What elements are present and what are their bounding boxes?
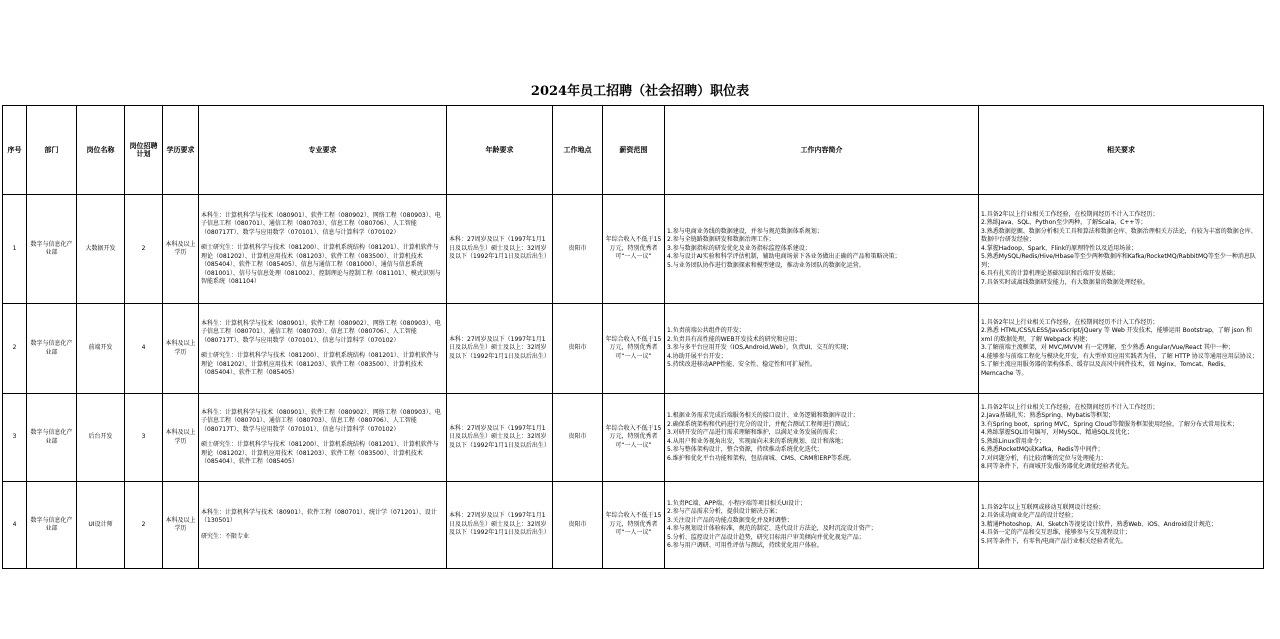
row-major bbox=[199, 482, 447, 569]
header-row bbox=[3, 106, 1264, 195]
req-item: 7.具备实时或离线数据研发能力，有大数据量的数据处理经验。 bbox=[981, 278, 1149, 286]
row-location: 贵阳市 bbox=[553, 482, 603, 569]
row-location: 贵阳市 bbox=[553, 195, 603, 304]
row-position: 后台开发 bbox=[77, 394, 125, 482]
req-item: 4.具备一定的产品和交互思维，能够参与交互流程设计； bbox=[981, 529, 1131, 537]
header-major: 专业要求 bbox=[199, 106, 447, 195]
row-count: 2 bbox=[125, 482, 163, 569]
row-major bbox=[199, 394, 447, 482]
row-edu: 本科及以上学历 bbox=[163, 195, 199, 304]
row-duties bbox=[665, 482, 979, 569]
req-item: 3.了解前端主流框架，对 MVC/MVVM 有一定理解，至少熟悉 Angular/Vue/React 其中一种； bbox=[981, 344, 1234, 352]
duty-item: 2.参与产品需求分析，提供设计解决方案； bbox=[667, 508, 781, 515]
duty-item: 4.协助开展平台开发； bbox=[667, 352, 727, 360]
row-edu: 本科及以上学历 bbox=[163, 482, 199, 569]
major-undergrad: 本科生：计算机科学与技术（080901）、软件工程（080902）、网络工程（080903）、电子信息工程（080701）、通信工程（080703）、信息工程（080706）、人工智能（080717T）、数学与应用数学（070101）、信息与计算科学（070102） bbox=[201, 211, 441, 236]
table-row bbox=[3, 195, 1264, 304]
row-age: 本科：27周岁及以下（1997年1月1日及以后出生）硕士及以上：32周岁及以下（1992年1月1日及以后出生） bbox=[447, 304, 553, 394]
major-postgrad: 硕士研究生：计算机科学与技术（081200）、计算机系统结构（081201）、计算机软件与理论（081202）、计算机应用技术（081203）、软件工程（083500）、计算机技术（085404）、软件工程（085405） bbox=[201, 441, 439, 465]
table-row bbox=[3, 482, 1264, 569]
req-item: 7.对问题分析，有比较清晰的定位与处理能力； bbox=[981, 454, 1107, 462]
table-row bbox=[3, 304, 1264, 394]
major-postgrad: 硕士研究生：计算机科学与技术（081200）、计算机系统结构（081201）、计算机软件与理论（081202）、计算机应用技术（081203）、软件工程（083500）、计算机技术（085404）、软件工程（085405）、信息与通信工程（081000）、通信与信息系统（081001）、信号与信息处理（081002）、控制理论与控制工程（081101）、模式识别与智能系统（081104） bbox=[201, 244, 441, 285]
duty-item: 3.参与多平台应用开发（IOS,Android,Web），负责UI、交互的实现； bbox=[667, 344, 853, 352]
major-undergrad: 本科生：计算机科学与技术（080901）、软件工程（080902）、网络工程（080903）、电子信息工程（080701）、通信工程（080703）、信息工程（080706）、人工智能（080717T）、数学与应用数学（070101）、信息与计算科学（070102） bbox=[201, 319, 441, 344]
row-position: UI设计师 bbox=[77, 482, 125, 569]
req-item: 1.具备2年以上行业相关工作经验，在校期间经历不计入工作经历； bbox=[981, 210, 1159, 218]
row-no: 2 bbox=[3, 304, 27, 394]
req-item: 6.具有扎实的计算机理论基础知识和后端开发基础； bbox=[981, 270, 1119, 278]
row-duties bbox=[665, 195, 979, 304]
req-item: 5.熟练Linux常用命令； bbox=[981, 437, 1045, 445]
req-item: 4.能够参与前端工程化与模块化开发，有大型单页应用实践者为佳，了解 HTTP 协议等通用应用层协议； bbox=[981, 352, 1258, 360]
req-item: 2.具备成功商业化产品的设计经验； bbox=[981, 512, 1077, 520]
row-dept: 数字与信息化产业部 bbox=[27, 482, 77, 569]
row-salary: 年综合收入不低于15万元，特别优秀者可“一人一议” bbox=[603, 304, 665, 394]
row-dept: 数字与信息化产业部 bbox=[27, 304, 77, 394]
header-age: 年龄要求 bbox=[447, 106, 553, 195]
row-salary: 年综合收入不低于15万元，特别优秀者可“一人一议” bbox=[603, 195, 665, 304]
row-duties bbox=[665, 394, 979, 482]
header-position: 岗位名称 bbox=[77, 106, 125, 195]
header-count: 岗位招聘计划 bbox=[125, 106, 163, 195]
duty-item: 5.分析、监控设计产品设计趋势，研究目标用户审美倾向并优化视觉产品； bbox=[667, 533, 865, 541]
duty-item: 6.维护和优化平台功能和架构，包括商城、CMS、CRM和ERP等系统。 bbox=[667, 454, 856, 462]
duty-item: 6.参与用户调研、可用性评估与测试，持续优化用户体验。 bbox=[667, 542, 823, 549]
req-item: 6.熟悉RocketMQ或Kafka，Redis等中间件； bbox=[981, 446, 1104, 453]
row-reqs bbox=[979, 304, 1264, 394]
major-postgrad: 硕士研究生：计算机科学与技术（081200）、计算机系统结构（081201）、计算机软件与理论（081202）、计算机应用技术（081203）、软件工程（083500）、计算机技术（085404）、软件工程（085405） bbox=[201, 352, 439, 376]
row-salary: 年综合收入不低于15万元，特别优秀者可“一人一议” bbox=[603, 394, 665, 482]
row-reqs bbox=[979, 394, 1264, 482]
header-duties: 工作内容简介 bbox=[665, 106, 979, 195]
header-no: 序号 bbox=[3, 106, 27, 195]
row-age: 本科：27周岁及以下（1997年1月1日及以后出生）硕士及以上：32周岁及以下（1992年1月1日及以后出生） bbox=[447, 394, 553, 482]
duty-item: 5.与业务团队协作进行数据探索和模型建设，推动业务团队的数据化运营。 bbox=[667, 261, 865, 269]
row-location: 贵阳市 bbox=[553, 304, 603, 394]
req-item: 3.有Spring boot，spring MVC，Spring Cloud等微服务框架使用经验，了解分布式常用技术； bbox=[981, 420, 1238, 428]
duty-item: 2.确保系统架构和代码进行充分的设计，并配合测试工程师进行测试； bbox=[667, 420, 853, 428]
duty-item: 5.参与整体架构设计，整合资源，持续推动系统优化迭代； bbox=[667, 446, 823, 453]
row-count: 3 bbox=[125, 394, 163, 482]
req-item: 1.具备2年以上行业相关工作经验，在校期间经历不计入工作经历； bbox=[981, 403, 1159, 411]
row-no: 1 bbox=[3, 195, 27, 304]
req-item: 5.了解主流应用服务器的架构体系、缓存以及高风中间件技术，如 Nginx、Tomcat、Redis、Memcache 等。 bbox=[981, 361, 1230, 377]
row-position: 大数据开发 bbox=[77, 195, 125, 304]
duty-item: 1.负责PC端、APP端、小程序端等项目相关UI设计； bbox=[667, 499, 807, 507]
header-reqs: 相关要求 bbox=[979, 106, 1264, 195]
row-age: 本科：27周岁及以下（1997年1月1日及以后出生）硕士及以上：32周岁及以下（1992年1月1日及以后出生） bbox=[447, 482, 553, 569]
row-location: 贵阳市 bbox=[553, 394, 603, 482]
row-count: 4 bbox=[125, 304, 163, 394]
row-reqs bbox=[979, 195, 1264, 304]
job-table bbox=[2, 105, 1264, 569]
req-item: 2.熟练Java、SQL、Python至少两种，了解Scala、C++等； bbox=[981, 219, 1147, 227]
row-no: 3 bbox=[3, 394, 27, 482]
row-major bbox=[199, 195, 447, 304]
row-position: 前端开发 bbox=[77, 304, 125, 394]
page-title: 2024年员工招聘（社会招聘）职位表 bbox=[530, 84, 750, 99]
duty-item: 3.参与数据指标的研发优化及业务指标监控体系建设； bbox=[667, 244, 811, 252]
duty-item: 4.从用户和业务视角出发，实现面向未来的系统规划、设计和落地； bbox=[667, 437, 847, 445]
row-duties bbox=[665, 304, 979, 394]
duty-item: 1.根据业务需求完成后端服务相关的接口设计、业务逻辑和数据库设计； bbox=[667, 412, 859, 419]
row-no: 4 bbox=[3, 482, 27, 569]
duty-item: 3.关注设计产品的功能点数据变化并及时调整； bbox=[667, 516, 793, 524]
row-reqs bbox=[979, 482, 1264, 569]
header-salary: 薪资范围 bbox=[603, 106, 665, 195]
req-item: 1.具备2年以上行业相关工作经验，在校期间经历不计入工作经历； bbox=[981, 318, 1159, 326]
major-undergrad: 本科生：计算机科学与技术（80901）、软件工程（080701）、统计学（071201）、设计（130501） bbox=[201, 508, 437, 525]
row-major bbox=[199, 304, 447, 394]
row-age: 本科：27周岁及以下（1997年1月1日及以后出生）硕士及以上：32周岁及以下（1992年1月1日及以后出生） bbox=[447, 195, 553, 304]
req-item: 2.熟悉 HTML/CSS/LESS/JavaScript/jQuery 等 Web 开发技术，能够运用 Bootstrap，了解 json 和 xml 的数据处理，了解 Webpack 构建； bbox=[981, 327, 1252, 343]
duty-item: 2.参与全链路数据研发和数据治理工作； bbox=[667, 236, 775, 244]
req-item: 3.熟悉数据挖掘、数据分析相关工具和算法和数据仓库、数据治理相关方法论，有较为丰富的数据仓库、数据中台研发经验； bbox=[981, 227, 1257, 244]
duty-item: 4.参与设计AI实验和科学评估机制，辅助电商场景下各业务做出正确的产品和策略决策； bbox=[667, 253, 901, 261]
duty-item: 1.参与电商业务线的数据建设，并参与规范数据体系规划； bbox=[667, 227, 823, 235]
req-item: 4.掌握Hadoop、Spark、Flink的原理特性以及适用场景； bbox=[981, 244, 1138, 252]
header-location: 工作地点 bbox=[553, 106, 603, 195]
header-edu: 学历要求 bbox=[163, 106, 199, 195]
req-item: 8.同等条件下，有商城开发/服务器优化调优经验者优先。 bbox=[981, 463, 1133, 470]
row-edu: 本科及以上学历 bbox=[163, 304, 199, 394]
row-dept: 数字与信息化产业部 bbox=[27, 394, 77, 482]
row-salary: 年综合收入不低于15万元，特别优秀者可“一人一议” bbox=[603, 482, 665, 569]
req-item: 1.具备2年以上互联网或移动互联网设计经验； bbox=[981, 503, 1105, 511]
major-undergrad: 本科生：计算机科学与技术（080901）、软件工程（080902）、网络工程（080903）、电子信息工程（080701）、通信工程（080703）、信息工程（080706）、人工智能（080717T）、数学与应用数学（070101）、信息与计算科学（070102） bbox=[201, 408, 441, 433]
row-count: 2 bbox=[125, 195, 163, 304]
req-item: 5.熟悉MySQL/Redis/Hive/Hbase等至少两种数据库和Kafka/RocketMQ/RabbitMQ等至少一种消息队列； bbox=[981, 253, 1256, 269]
req-item: 4.熟练掌握SQL语句编写，对MySQL、精通SQL及优化； bbox=[981, 429, 1134, 436]
req-item: 3.精通Photoshop、AI、Sketch等视觉设计软件，熟悉Web、iOS、Android设计规范； bbox=[981, 520, 1217, 528]
header-dept: 部门 bbox=[27, 106, 77, 195]
major-postgrad: 研究生：不限专业 bbox=[201, 532, 250, 540]
req-item: 5.同等条件下，有零售/电商产品行业相关经验者优先。 bbox=[981, 537, 1127, 545]
duty-item: 3.对研开发的产品进行需求理解和维护，以满足业务发展的需求； bbox=[667, 429, 841, 436]
row-edu: 本科及以上学历 bbox=[163, 394, 199, 482]
duty-item: 5.持续改进移动APP性能、安全性、稳定性和可扩展性。 bbox=[667, 361, 817, 369]
duty-item: 2.负责具有高性能的WEB开发技术的研究和应用； bbox=[667, 335, 801, 343]
duty-item: 4.参与规划设计体验标准，规范的制定、迭代设计方法论，及时沉淀设计资产； bbox=[667, 525, 877, 532]
row-dept: 数字与信息化产业部 bbox=[27, 195, 77, 304]
table-row bbox=[3, 394, 1264, 482]
duty-item: 1.负责前端公共组件的开发； bbox=[667, 327, 745, 335]
req-item: 2.Java基础扎实；熟悉Spring、Mybatis等框架； bbox=[981, 412, 1115, 419]
